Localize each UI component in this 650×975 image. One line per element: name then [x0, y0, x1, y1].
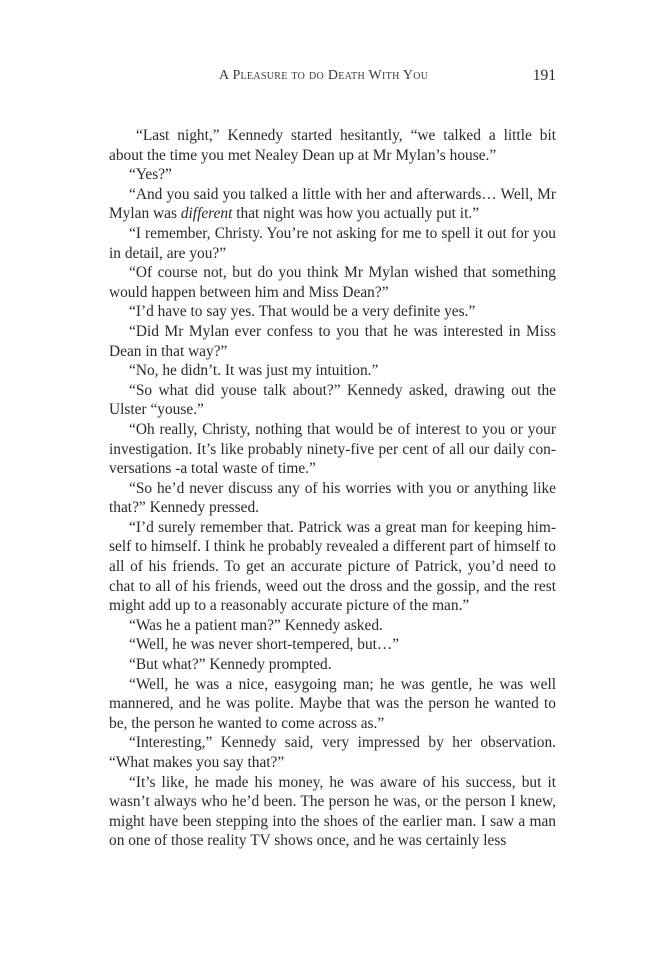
paragraph: “Well, he was never short-tempered, but…”: [129, 636, 400, 654]
paragraph: “Well, he was a nice, easygoing man; he was gentle, he was well mannered, and he was polite. Maybe that was the person he wanted to be, the person he wanted to come across as.”: [109, 675, 556, 732]
page-number: 191: [532, 67, 556, 84]
paragraph: “I’d surely remember that. Patrick was a great man for keeping himself to himself. I think he probably revealed a different part of himself to all of his friends. To get an accurate picture of Patrick, you’d need to chat to all of his friends, weed out the dross and the gossip, and the rest might add up to a reasonably accurate picture of the man.”: [109, 518, 556, 615]
paragraph: “So what did youse talk about?” Kennedy asked, drawing out the Ulster “youse.”: [109, 381, 556, 419]
paragraph: “Was he a patient man?” Kennedy asked.: [129, 616, 383, 634]
paragraph: “I’d have to say yes. That would be a very definite yes.”: [129, 303, 476, 321]
paragraph: “Of course not, but do you think Mr Mylan wished that something would happen between him and Miss Dean?”: [109, 264, 556, 301]
paragraph: “It’s like, he made his money, he was aware of his success, but it wasn’t always who he’d been. The person he was, or the person I knew, might have been stepping into the shoes of the earlier man. I saw a man on one of those reality TV shows once, and he was certainly less: [109, 773, 556, 850]
paragraph-text: that night was how you actually put it.”: [232, 205, 480, 223]
running-title: A Pleasure to do Death With You: [219, 68, 429, 83]
body-text: [109, 126, 556, 851]
paragraph: “No, he didn’t. It was just my intuition.”: [129, 362, 379, 380]
paragraph: “Last night,” Kennedy started hesitantly, “we talked a little bit about the time you met Nealey Dean up at Mr Mylan’s house.”: [109, 127, 556, 164]
paragraph: “Interesting,” Kennedy said, very impressed by her observation. “What makes you say that?”: [109, 734, 556, 771]
paragraph: [109, 185, 556, 224]
paragraph: “Yes?”: [129, 166, 172, 184]
running-header: [109, 68, 556, 88]
paragraph: “Did Mr Mylan ever confess to you that he was interested in Miss Dean in that way?”: [109, 322, 556, 360]
paragraph: “Oh really, Christy, nothing that would be of interest to you or your investigation. It’s like probably ninety-five per cent of all our daily conversations -a total waste of time.”: [109, 420, 556, 478]
paragraph-text: “And you said you talked a little with her and afterwards… Well, Mr Mylan was: [109, 185, 556, 223]
paragraph: “But what?” Kennedy prompted.: [129, 656, 332, 674]
paragraph: “So he’d never discuss any of his worries with you or anything like that?” Kennedy pressed.: [109, 479, 556, 517]
paragraph: “I remember, Christy. You’re not asking for me to spell it out for you in detail, are you?”: [109, 224, 556, 262]
emphasis-text: different: [180, 205, 233, 223]
